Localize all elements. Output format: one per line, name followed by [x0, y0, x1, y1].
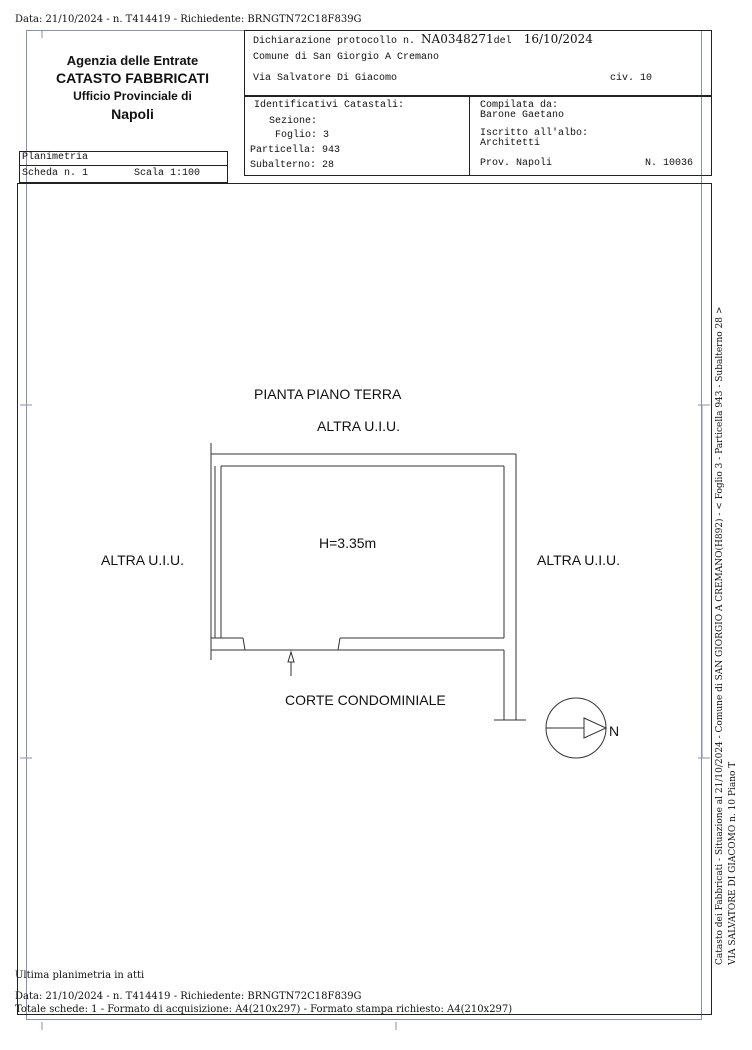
identifiers-title: Identificativi Catastali: — [254, 100, 405, 111]
label-right-unit: ALTRA U.I.U. — [537, 552, 620, 568]
via-line: Via Salvatore Di Giacomo — [253, 73, 398, 84]
scheda-number: Scheda n. 1 — [22, 168, 89, 179]
header-line: Data: 21/10/2024 - n. T414419 - Richiedente: BRNGTN72C18F839G — [15, 14, 362, 25]
footer-ultima: Ultima planimetria in atti — [15, 970, 145, 981]
foglio-field: Foglio: 3 — [275, 130, 330, 141]
planimetria-label: Planimetria — [22, 152, 89, 163]
side-text-line1: Catasto dei Fabbricati - Situazione al 21/10/2024 - Comune di SAN GIORGIO A CREMANO(H892) - < Foglio 3 - Particella 943 - Subalterno 28 > — [715, 306, 725, 965]
label-top-unit: ALTRA U.I.U. — [317, 418, 400, 434]
ceiling-height: H=3.35m — [319, 535, 377, 551]
comune-line: Comune di San Giorgio A Cremano — [253, 52, 440, 63]
compiler-name: Barone Gaetano — [480, 110, 565, 121]
subalterno-field: Subalterno: 28 — [250, 160, 335, 171]
del-label: del — [493, 36, 512, 47]
albo-value: Architetti — [480, 138, 541, 149]
ufficio-label: Ufficio Provinciale di — [73, 89, 192, 103]
scala-value: Scala 1:100 — [134, 168, 201, 179]
declaration-prefix: Dichiarazione protocollo n. — [253, 36, 416, 47]
sezione-field: Sezione: — [269, 116, 318, 127]
particella-field: Particella: 943 — [250, 145, 341, 156]
label-left-unit: ALTRA U.I.U. — [101, 552, 184, 568]
catasto-title: CATASTO FABBRICATI — [56, 70, 209, 86]
agency-name: Agenzia delle Entrate — [66, 53, 199, 68]
side-text-line2: VIA SALVATORE DI GIACOMO n. 10 Piano T — [728, 761, 738, 965]
compilata-label: Compilata da: — [480, 100, 559, 111]
civ-line: civ. 10 — [610, 73, 653, 84]
protocol-date: 16/10/2024 — [523, 32, 593, 46]
north-label: N — [609, 723, 620, 739]
albo-number: N. 10036 — [645, 158, 694, 169]
ufficio-city: Napoli — [111, 106, 154, 122]
footer-totale: Totale schede: 1 - Formato di acquisizione: A4(210x297) - Formato stampa richiesto: A4(210x297) — [15, 1004, 513, 1015]
iscritto-label: Iscritto all'albo: — [480, 128, 589, 139]
label-courtyard: CORTE CONDOMINIALE — [285, 692, 446, 708]
protocol-number: NA0348271 — [421, 32, 494, 46]
plan-title: PIANTA PIANO TERRA — [254, 386, 402, 402]
footer-data: Data: 21/10/2024 - n. T414419 - Richiedente: BRNGTN72C18F839G — [15, 991, 362, 1002]
prov-value: Prov. Napoli — [480, 158, 553, 169]
